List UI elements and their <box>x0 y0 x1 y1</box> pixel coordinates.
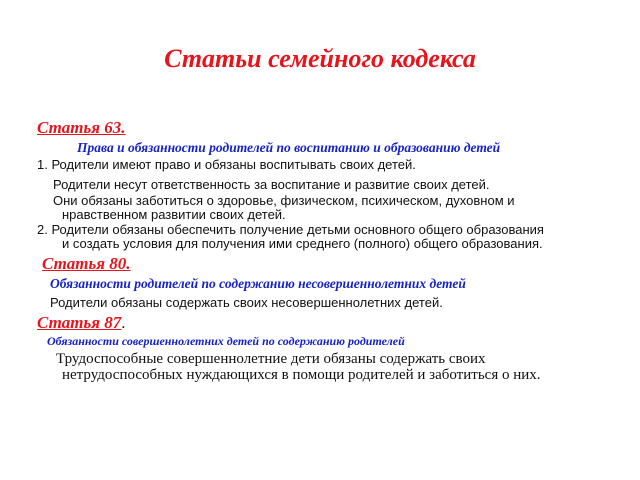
article-63-line-6: и создать условия для получения ими среднего (полного) общего образования. <box>62 236 543 251</box>
article-63-line-3: Они обязаны заботиться о здоровье, физическом, психическом, духовном и <box>53 193 515 208</box>
article-63-heading: Статья 63. <box>37 118 126 137</box>
article-63-line-5: 2. Родители обязаны обеспечить получение детьми основного общего образования <box>37 222 544 237</box>
article-63-line-1: 1. Родители имеют право и обязаны воспитывать своих детей. <box>37 157 416 172</box>
article-80-line-1: Родители обязаны содержать своих несовершеннолетних детей. <box>50 295 443 310</box>
article-87-heading-suffix: . <box>121 315 126 332</box>
article-63-subheading: Права и обязанности родителей по воспитанию и образованию детей <box>77 140 501 155</box>
slide-title: Статьи семейного кодекса <box>164 44 476 73</box>
article-80-heading: Статья 80. <box>42 254 131 273</box>
article-63-line-2: Родители несут ответственность за воспитание и развитие своих детей. <box>53 177 490 192</box>
article-87-subheading: Обязанности совершеннолетних детей по содержанию родителей <box>47 334 405 348</box>
article-87-heading: Статья 87 <box>37 313 122 332</box>
article-87-heading-row <box>37 313 125 333</box>
article-80-subheading: Обязанности родителей по содержанию несовершеннолетних детей <box>50 276 466 291</box>
article-63-line-4: нравственном развитии своих детей. <box>62 207 286 222</box>
article-87-line-1: Трудоспособные совершеннолетние дети обязаны содержать своих <box>56 351 486 367</box>
article-87-line-2: нетрудоспособных нуждающихся в помощи родителей и заботиться о них. <box>62 367 541 383</box>
